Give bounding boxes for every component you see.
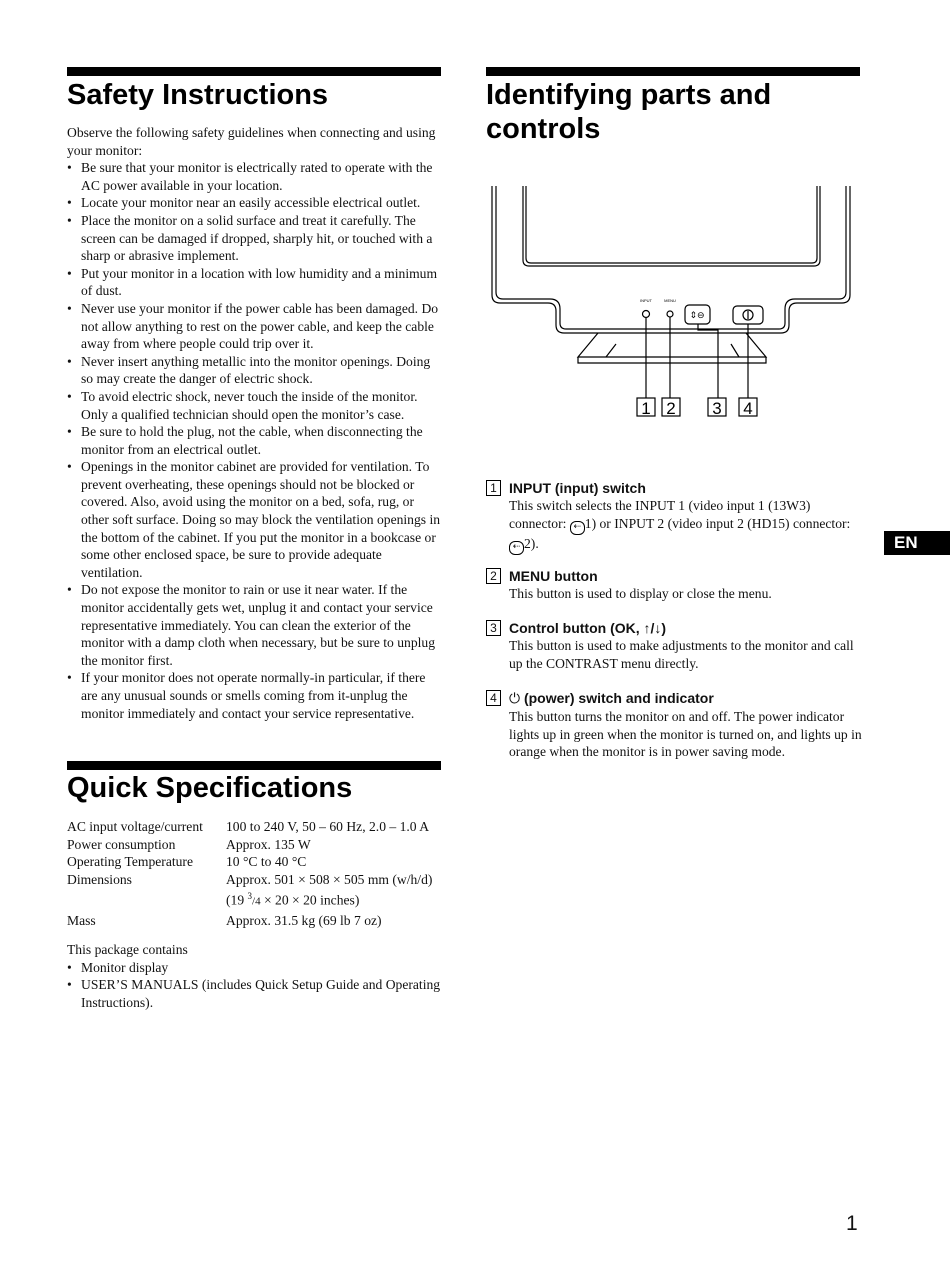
callout-1: 1 [641,399,651,418]
package-contents [67,941,443,1011]
spec-label: AC input voltage/current [67,819,203,834]
callout-2: 2 [666,399,676,418]
list-item: • USER’S MANUALS (includes Quick Setup Guide and Operating Instructions). [67,976,443,1011]
list-item: • Never insert anything metallic into the monitor openings. Doing so may create the danger of electric shock. [67,353,443,388]
part-number: 1 [486,480,501,496]
callout-3: 3 [712,399,722,418]
spec-value: Approx. 31.5 kg (69 lb 7 oz) [226,912,382,928]
spec-label: Operating Temperature [67,854,193,870]
part-heading: MENU button [509,568,598,584]
part-input-switch [486,479,864,555]
part-number: 4 [486,690,501,706]
specs-title-rule [67,761,441,770]
list-item: • Monitor display [67,959,443,977]
table-row [67,818,447,836]
part-number: 2 [486,568,501,584]
part-heading: (power) switch and indicator [520,690,714,706]
spec-value [226,871,447,912]
menu-button-label: MENU [664,298,676,303]
list-item: • Do not expose the monitor to rain or use it near water. If the monitor accidentally gets wet, unplug it and contact your service representative immediately. You can clean the exterior of the monitor with a damp cloth when necessary, but be sure to unplug the monitor first. [67,581,443,669]
spec-label: Mass [67,912,96,928]
list-item: • Never use your monitor if the power cable has been damaged. Do not allow anything to rest on the power cable, and keep the cable away from where people could trip over it. [67,300,443,353]
package-title: This package contains [67,942,188,957]
parts-title-line1: Identifying parts and [486,79,772,111]
part-menu-button [486,567,864,603]
power-icon: ⏻ [509,691,521,707]
part-number: 3 [486,620,501,636]
spec-label: Dimensions [67,871,132,887]
list-item: • To avoid electric shock, never touch the inside of the monitor. Only a qualified technician should open the monitor’s case. [67,388,443,423]
list-item: • Put your monitor in a location with low humidity and a minimum of dust. [67,265,443,300]
fraction-numerator: 3 [247,891,253,902]
part-heading: Control button (OK, ↑/↓) [509,620,667,636]
fraction-denominator: /4 [252,895,261,908]
page-number: 1 [846,1212,858,1235]
safety-list [67,159,443,722]
table-row [67,912,447,930]
spec-value: 10 °C to 40 °C [226,854,307,870]
package-list [67,959,443,1012]
spec-value: 100 to 240 V, 50 – 60 Hz, 2.0 – 1.0 A [226,819,430,834]
part-heading: INPUT (input) switch [509,480,646,496]
list-item: • Be sure that your monitor is electrically rated to operate with the AC power available in your location. [67,159,443,194]
input-connector-icon: ⇠ [570,521,585,535]
part-description: This button is used to make adjustments to the monitor and call up the CONTRAST menu directly. [509,638,854,671]
spec-value-text: Approx. 501 × 508 × 505 mm (w/h/d) (19 [226,871,433,908]
part-description [486,497,864,555]
list-item: • Place the monitor on a solid surface and treat it carefully. The screen can be damaged if dropped, sharply hit, or touched with a sharp or abrasive implement. [67,212,443,265]
safety-intro: Observe the following safety guidelines when connecting and using your monitor: [67,125,436,158]
safety-section [67,124,443,722]
desc-text: 1) or INPUT 2 (video input 2 (HD15) connector: [584,515,851,531]
part-control-button [486,619,864,672]
list-item: • Locate your monitor near an easily accessible electrical outlet. [67,194,443,212]
spec-value-text: × 20 × 20 inches) [260,892,360,908]
part-description: This button is used to display or close the menu. [509,586,772,601]
parts-title-line2: controls [486,113,601,145]
parts-title-rule [486,67,860,76]
table-row [67,871,447,912]
table-row [67,853,447,871]
specs-title: Quick Specifications [67,772,353,804]
language-tab: EN [884,531,950,555]
control-button-glyph: ⇕⊖ [689,311,705,321]
part-description: This button turns the monitor on and off. The power indicator lights up in green when the monitor is turned on, and lights up in orange when the monitor is in power saving mode. [509,709,862,760]
callout-4: 4 [743,399,753,418]
list-item: • Openings in the monitor cabinet are provided for ventilation. To prevent overheating, these openings should not be blocked or covered. Also, avoid using the monitor on a bed, sofa, rug, or other soft surface. Doing so may block the ventilation openings in the bottom of the cabinet. If you put the monitor in a bookcase or some other enclosed space, be sure to provide adequate ventilation. [67,458,443,581]
parts-title [486,78,771,146]
list-item: • If your monitor does not operate normally-in particular, if there are any unusual sounds or smells coming from it-unplug the monitor immediately and contact your service representative. [67,669,443,722]
input-connector-icon: ⇠ [509,541,524,555]
spec-label: Power consumption [67,836,176,852]
table-row [67,836,447,854]
input-switch-label: INPUT [640,298,652,303]
part-power-switch [486,689,864,761]
monitor-diagram [486,180,866,425]
list-item: • Be sure to hold the plug, not the cable, when disconnecting the monitor from an electrical outlet. [67,423,443,458]
desc-text: This switch selects the INPUT 1 (video input 1 (13W3) connector: [509,498,811,531]
desc-text: 2). [524,535,539,551]
safety-title-rule [67,67,441,76]
specs-table [67,818,447,929]
spec-value: Approx. 135 W [226,836,311,852]
safety-title: Safety Instructions [67,79,329,111]
